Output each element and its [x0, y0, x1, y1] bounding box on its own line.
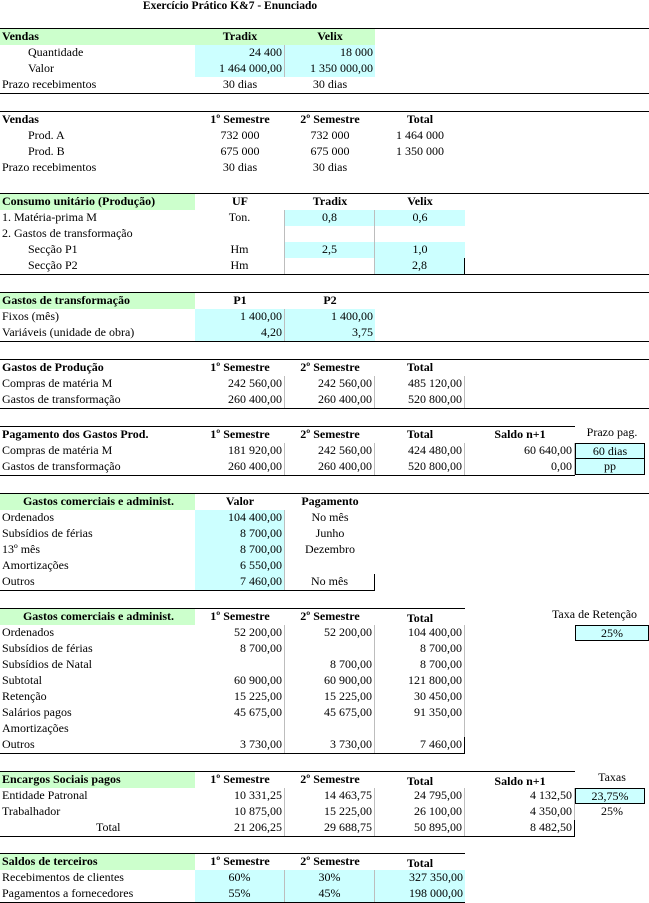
- value-cell[interactable]: [195, 721, 285, 737]
- value-cell[interactable]: 60 900,00: [285, 673, 375, 689]
- value-cell[interactable]: [285, 558, 375, 574]
- table-row: [0, 226, 649, 242]
- header-cell: Pagamento: [301, 494, 359, 508]
- value-cell[interactable]: 424 480,00: [375, 443, 465, 459]
- row-label: Amortizações: [2, 721, 69, 735]
- header-cell: Total: [406, 360, 434, 374]
- value-cell[interactable]: 14 463,75: [285, 788, 375, 804]
- value-cell[interactable]: 10 331,25: [195, 788, 285, 804]
- value-cell[interactable]: 732 000: [310, 128, 350, 142]
- header-cell: Gastos de Produção: [2, 360, 104, 374]
- table-header-row: [0, 359, 649, 376]
- gastos-comerciais-semestres-table: [0, 608, 649, 754]
- header-cell: 1º Semestre: [210, 360, 270, 374]
- value-cell[interactable]: 15 225,00: [285, 804, 375, 820]
- table-header-row: [0, 493, 649, 510]
- value-cell[interactable]: 50 895,00: [375, 820, 465, 836]
- header-cell: 2º Semestre: [300, 854, 360, 868]
- value-cell[interactable]: 732 000: [220, 128, 260, 142]
- value-cell[interactable]: 675 000: [220, 144, 260, 158]
- header-cell: P1: [233, 293, 247, 307]
- row-label: Amortizações: [2, 558, 69, 572]
- table-row: [0, 376, 649, 392]
- value-cell[interactable]: 30 dias: [312, 77, 348, 91]
- value-cell[interactable]: 1,0: [375, 242, 465, 258]
- table-row: [0, 558, 649, 574]
- value-cell[interactable]: 60%: [195, 870, 285, 886]
- value-cell[interactable]: [285, 226, 375, 242]
- table-row: [0, 61, 649, 77]
- header-cell: Gastos de transformação: [0, 293, 195, 309]
- table-header-row: [0, 292, 649, 309]
- header-cell: 2º Semestre: [300, 427, 360, 441]
- saldos-terceiros-table: [0, 853, 649, 903]
- value-cell[interactable]: 30 dias: [222, 160, 258, 174]
- header-cell: Taxas: [598, 770, 626, 784]
- row-label: Subsídios de férias: [2, 526, 93, 540]
- value-cell[interactable]: [285, 258, 375, 274]
- value-cell[interactable]: 4 350,00: [465, 804, 575, 820]
- header-cell: Total: [406, 856, 434, 870]
- value-cell[interactable]: 91 350,00: [375, 705, 465, 721]
- value-cell[interactable]: 8 700,00: [375, 657, 465, 673]
- value-cell[interactable]: 242 560,00: [285, 443, 375, 459]
- header-cell: Total: [406, 112, 434, 126]
- gastos-producao-table: [0, 359, 649, 409]
- taxa-retencao-value[interactable]: 25%: [575, 625, 649, 641]
- header-cell: Vendas: [2, 112, 39, 126]
- header-cell: 2º Semestre: [300, 360, 360, 374]
- header-cell: Tradix: [195, 29, 285, 45]
- header-cell: 1º Semestre: [210, 427, 270, 441]
- header-cell: Consumo unitário (Produção): [0, 194, 195, 210]
- value-cell[interactable]: 198 000,00: [375, 886, 465, 902]
- value-cell[interactable]: 0,6: [375, 210, 465, 226]
- value-cell[interactable]: 121 800,00: [375, 673, 465, 689]
- value-cell[interactable]: 181 920,00: [195, 443, 285, 459]
- header-cell: UF: [232, 194, 248, 208]
- value-cell[interactable]: 3,75: [285, 325, 375, 341]
- value-cell[interactable]: [285, 721, 375, 737]
- table-row: [0, 886, 465, 903]
- table-row: [0, 160, 649, 176]
- table-row: [0, 705, 649, 721]
- table-row: [0, 45, 649, 61]
- row-label: Secção P1: [28, 242, 78, 256]
- header-cell: Saldos de terceiros: [0, 854, 195, 870]
- value-cell[interactable]: 15 225,00: [195, 689, 285, 705]
- row-label: Outros: [2, 574, 35, 588]
- value-cell[interactable]: No mês: [285, 574, 375, 590]
- row-label: 1. Matéria-prima M: [2, 210, 97, 224]
- table-header-row: [0, 853, 465, 870]
- value-cell[interactable]: 52 200,00: [285, 625, 375, 641]
- value-cell[interactable]: 30%: [285, 870, 375, 886]
- taxa-retencao-label: Taxa de Retenção: [551, 607, 638, 621]
- header-cell: Velix: [407, 194, 433, 208]
- table-header-row: [0, 607, 638, 625]
- value-cell[interactable]: 60 640,00: [465, 443, 575, 459]
- row-label: Variáveis (unidade de obra): [2, 325, 135, 339]
- table-row: [0, 804, 649, 820]
- row-label: Total: [96, 820, 121, 834]
- row-label: Secção P2: [28, 258, 78, 272]
- row-label: Prazo recebimentos: [2, 160, 97, 174]
- value-cell[interactable]: [285, 641, 375, 657]
- header-cell: Saldo n+1: [494, 427, 546, 441]
- row-label: Prazo recebimentos: [2, 77, 97, 91]
- table-row: [0, 737, 465, 754]
- table-row: [0, 443, 649, 459]
- value-cell[interactable]: 30 dias: [222, 77, 258, 91]
- row-label: Gastos de transformação: [2, 459, 121, 473]
- value-cell[interactable]: Hm: [195, 258, 285, 274]
- value-cell[interactable]: 60 dias: [575, 443, 645, 459]
- value-cell[interactable]: 10 875,00: [195, 804, 285, 820]
- value-cell[interactable]: Dezembro: [305, 542, 355, 556]
- value-cell[interactable]: 60 900,00: [195, 673, 285, 689]
- value-cell[interactable]: 45%: [285, 886, 375, 902]
- value-cell[interactable]: 6 550,00: [195, 558, 285, 574]
- table-header-row: [0, 426, 649, 443]
- row-label: Ordenados: [2, 625, 54, 639]
- document-title: Exercício Prático K&7 - Enunciado: [142, 0, 318, 12]
- row-label: Compras de matéria M: [2, 376, 113, 390]
- value-cell[interactable]: 15 225,00: [285, 689, 375, 705]
- row-label: Gastos de transformação: [2, 392, 121, 406]
- value-cell[interactable]: 260 400,00: [285, 392, 375, 408]
- header-cell: Pagamento dos Gastos Prod.: [2, 427, 149, 441]
- value-cell[interactable]: 8 482,50: [465, 820, 575, 836]
- row-label: Fixos (mês): [2, 309, 59, 323]
- table-row: [0, 144, 649, 160]
- header-cell: Total: [406, 611, 434, 625]
- value-cell[interactable]: 8 700,00: [195, 526, 285, 542]
- header-cell: 1º Semestre: [210, 609, 270, 623]
- value-cell[interactable]: 2,8: [375, 258, 465, 274]
- header-cell: 2º Semestre: [300, 609, 360, 623]
- value-cell[interactable]: 30 dias: [312, 160, 348, 174]
- row-label: Prod. A: [28, 128, 65, 142]
- value-cell[interactable]: 30 450,00: [375, 689, 465, 705]
- row-label: Salários pagos: [2, 705, 72, 719]
- header-cell: Valor: [225, 494, 255, 508]
- gastos-comerciais-valor-table: [0, 493, 649, 591]
- row-label: Quantidade: [28, 45, 84, 59]
- value-cell[interactable]: 8 700,00: [195, 542, 285, 558]
- row-label: Ordenados: [2, 510, 54, 524]
- value-cell[interactable]: 18 000: [285, 45, 375, 61]
- value-cell[interactable]: 21 206,25: [195, 820, 285, 836]
- value-cell[interactable]: 7 460,00: [375, 737, 465, 753]
- value-cell[interactable]: No mês: [311, 510, 349, 524]
- value-cell[interactable]: 23,75%: [575, 788, 645, 804]
- value-cell[interactable]: 4 132,50: [465, 788, 575, 804]
- header-cell: P2: [323, 293, 337, 307]
- value-cell[interactable]: 45 675,00: [285, 705, 375, 721]
- value-cell[interactable]: 29 688,75: [285, 820, 375, 836]
- value-cell[interactable]: 242 560,00: [285, 376, 375, 392]
- table-row: [0, 788, 649, 804]
- value-cell[interactable]: 8 700,00: [195, 641, 285, 657]
- value-cell[interactable]: 8 700,00: [285, 657, 375, 673]
- table-header-row: [0, 28, 649, 45]
- value-cell[interactable]: 520 800,00: [375, 392, 465, 408]
- table-row: [0, 309, 649, 325]
- value-cell[interactable]: 675 000: [310, 144, 350, 158]
- row-label: Pagamentos a fornecedores: [2, 886, 134, 900]
- value-cell[interactable]: 260 400,00: [195, 392, 285, 408]
- value-cell[interactable]: 24 795,00: [375, 788, 465, 804]
- value-cell[interactable]: [195, 657, 285, 673]
- value-cell[interactable]: 104 400,00: [375, 625, 465, 641]
- table-row: [0, 325, 649, 342]
- table-row: [0, 689, 649, 705]
- value-cell[interactable]: 55%: [195, 886, 285, 902]
- row-label: Entidade Patronal: [2, 788, 88, 802]
- table-row: [0, 542, 649, 558]
- row-label: Prod. B: [28, 144, 65, 158]
- value-cell[interactable]: 1 400,00: [195, 309, 285, 325]
- table-row: [0, 641, 649, 657]
- table-header-row: [0, 193, 649, 210]
- value-cell[interactable]: [195, 226, 285, 242]
- value-cell[interactable]: 7 460,00: [195, 574, 285, 590]
- value-cell[interactable]: Ton.: [195, 210, 285, 226]
- table-row: [0, 459, 616, 476]
- value-cell[interactable]: Hm: [195, 242, 285, 258]
- consumo-unitario-table: [0, 193, 649, 275]
- encargos-sociais-table: [0, 771, 649, 837]
- value-cell[interactable]: 242 560,00: [195, 376, 285, 392]
- value-cell[interactable]: 260 400,00: [195, 459, 285, 475]
- vendas-semestres-table: [0, 111, 649, 176]
- value-cell[interactable]: pp: [575, 459, 645, 475]
- table-row: [0, 721, 649, 737]
- value-cell[interactable]: 8 700,00: [375, 641, 465, 657]
- value-cell[interactable]: 3 730,00: [285, 737, 375, 753]
- pagamento-gastos-table: [0, 426, 649, 476]
- value-cell[interactable]: 45 675,00: [195, 705, 285, 721]
- table-row: [0, 128, 649, 144]
- value-cell[interactable]: Junho: [315, 526, 345, 540]
- value-cell[interactable]: 1 464 000: [396, 128, 444, 142]
- row-label: Recebimentos de clientes: [2, 870, 124, 884]
- table-row: [0, 510, 649, 526]
- table-row: [0, 392, 649, 409]
- value-cell[interactable]: 26 100,00: [375, 804, 465, 820]
- value-cell[interactable]: 1 464 000,00: [195, 61, 285, 77]
- table-row: [0, 77, 649, 94]
- header-cell: 2º Semestre: [300, 772, 360, 786]
- table-row: [0, 574, 375, 591]
- table-row: [0, 820, 575, 837]
- row-label: Trabalhador: [2, 804, 61, 818]
- header-cell: Saldo n+1: [494, 774, 546, 788]
- value-cell[interactable]: 1 350 000: [396, 144, 444, 158]
- table-header-row: [0, 111, 649, 128]
- header-cell: Tradix: [312, 194, 348, 208]
- table-row: [0, 657, 649, 673]
- value-cell[interactable]: 520 800,00: [375, 459, 465, 475]
- value-cell[interactable]: [375, 721, 465, 737]
- header-cell: Velix: [285, 29, 375, 45]
- row-label: Subtotal: [2, 673, 43, 687]
- row-label: 13º mês: [2, 542, 41, 556]
- value-cell[interactable]: 3 730,00: [195, 737, 285, 753]
- value-cell[interactable]: 0,8: [285, 210, 375, 226]
- gastos-transformacao-table: [0, 292, 649, 342]
- header-cell: 1º Semestre: [210, 772, 270, 786]
- row-label: Subsídios de Natal: [2, 657, 92, 671]
- header-cell: Total: [406, 427, 434, 441]
- row-label: Subsídios de férias: [2, 641, 93, 655]
- value-cell[interactable]: 25%: [601, 804, 623, 818]
- row-label: Compras de matéria M: [2, 443, 113, 457]
- table-row: [0, 625, 649, 641]
- header-cell: 1º Semestre: [210, 112, 270, 126]
- table-header-row: [0, 770, 626, 788]
- table-row: [0, 673, 649, 689]
- value-cell[interactable]: 2,5: [285, 242, 375, 258]
- table-row: [0, 242, 649, 258]
- value-cell[interactable]: 104 400,00: [195, 510, 285, 526]
- table-row: [0, 210, 649, 226]
- header-cell: Total: [406, 774, 434, 788]
- value-cell[interactable]: 24 400: [195, 45, 285, 61]
- header-cell: 1º Semestre: [210, 854, 270, 868]
- value-cell[interactable]: 0,00: [465, 459, 575, 475]
- row-label: 2. Gastos de transformação: [2, 226, 133, 240]
- table-row: [0, 870, 649, 886]
- row-label: Valor: [28, 61, 54, 75]
- value-cell[interactable]: 327 350,00: [375, 870, 465, 886]
- vendas-quantidades-table: [0, 28, 649, 94]
- table-row: [0, 258, 649, 275]
- header-cell: Vendas: [0, 29, 195, 45]
- value-cell[interactable]: 1 350 000,00: [285, 61, 375, 77]
- header-cell: Prazo pag.: [575, 425, 649, 441]
- value-cell[interactable]: 1 400,00: [285, 309, 375, 325]
- value-cell[interactable]: 485 120,00: [375, 376, 465, 392]
- table-row: [0, 526, 649, 542]
- row-label: Outros: [2, 737, 35, 751]
- header-cell: 2º Semestre: [300, 112, 360, 126]
- value-cell[interactable]: 52 200,00: [195, 625, 285, 641]
- header-cell: Encargos Sociais pagos: [0, 772, 195, 788]
- spreadsheet: [0, 28, 649, 903]
- value-cell[interactable]: 4,20: [195, 325, 285, 341]
- row-label: Retenção: [2, 689, 47, 703]
- header-cell: Gastos comerciais e administ.: [0, 609, 195, 625]
- header-cell: Gastos comerciais e administ.: [0, 494, 195, 510]
- value-cell[interactable]: 260 400,00: [285, 459, 375, 475]
